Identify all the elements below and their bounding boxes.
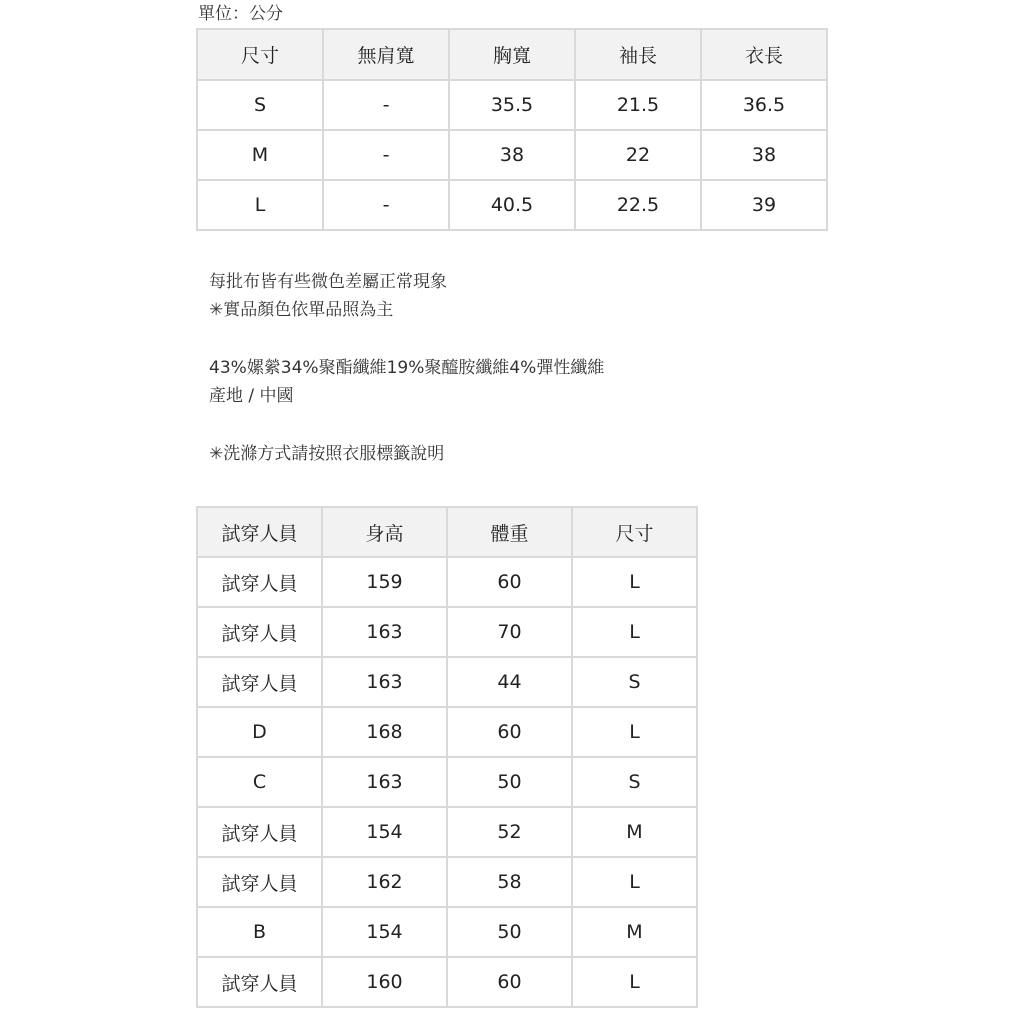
- sleeve-cell: 22: [576, 131, 700, 179]
- shoulder-cell: -: [324, 131, 448, 179]
- length-cell: 36.5: [702, 81, 826, 129]
- chest-cell: 35.5: [450, 81, 574, 129]
- model-cell: 試穿人員: [198, 958, 321, 1006]
- fit-table-header-height: 身高: [323, 508, 446, 556]
- weight-cell: 58: [448, 858, 571, 906]
- table-row: [198, 958, 696, 1006]
- weight-cell: 70: [448, 608, 571, 656]
- size-cell: S: [573, 758, 696, 806]
- size-cell: M: [198, 131, 322, 179]
- table-row: [198, 908, 696, 956]
- fit-model-table: [196, 506, 698, 1008]
- color-variance-note: 每批布皆有些微色差屬正常現象: [209, 272, 447, 292]
- size-cell: L: [198, 181, 322, 229]
- table-row: [198, 708, 696, 756]
- height-cell: 163: [323, 608, 446, 656]
- weight-cell: 44: [448, 658, 571, 706]
- weight-cell: 52: [448, 808, 571, 856]
- weight-cell: 50: [448, 908, 571, 956]
- fit-table-header-model: 試穿人員: [198, 508, 321, 556]
- size-table-header-size: 尺寸: [198, 30, 322, 79]
- fit-table-header-size: 尺寸: [573, 508, 696, 556]
- size-table-header-shoulder: 無肩寬: [324, 30, 448, 79]
- color-notes: [209, 268, 447, 324]
- sleeve-cell: 21.5: [576, 81, 700, 129]
- height-cell: 162: [323, 858, 446, 906]
- table-row: [198, 808, 696, 856]
- size-chart-table: [196, 28, 828, 231]
- material-composition: 43%嫘縈34%聚酯纖維19%聚醯胺纖維4%彈性纖維: [209, 358, 605, 378]
- care-notes: [209, 440, 444, 468]
- model-cell: 試穿人員: [198, 808, 321, 856]
- sleeve-cell: 22.5: [576, 181, 700, 229]
- fit-table-header-row: [198, 508, 696, 556]
- height-cell: 159: [323, 558, 446, 606]
- size-cell: L: [573, 558, 696, 606]
- size-cell: L: [573, 858, 696, 906]
- table-row: [198, 558, 696, 606]
- unit-label: 單位：公分: [198, 4, 283, 24]
- model-cell: D: [198, 708, 321, 756]
- size-cell: M: [573, 808, 696, 856]
- weight-cell: 50: [448, 758, 571, 806]
- size-table-header-chest: 胸寬: [450, 30, 574, 79]
- chest-cell: 38: [450, 131, 574, 179]
- height-cell: 168: [323, 708, 446, 756]
- fit-table-header-weight: 體重: [448, 508, 571, 556]
- chest-cell: 40.5: [450, 181, 574, 229]
- table-row: [198, 758, 696, 806]
- size-cell: S: [573, 658, 696, 706]
- color-reference-note: ✳實品顏色依單品照為主: [209, 300, 394, 320]
- weight-cell: 60: [448, 558, 571, 606]
- height-cell: 163: [323, 758, 446, 806]
- size-cell: L: [573, 608, 696, 656]
- size-table-header-sleeve: 袖長: [576, 30, 700, 79]
- size-cell: M: [573, 908, 696, 956]
- size-cell: S: [198, 81, 322, 129]
- material-notes: [209, 354, 604, 410]
- size-table-header-length: 衣長: [702, 30, 826, 79]
- length-cell: 39: [702, 181, 826, 229]
- size-table-header-row: [198, 30, 826, 79]
- table-row: [198, 131, 826, 179]
- height-cell: 160: [323, 958, 446, 1006]
- table-row: [198, 658, 696, 706]
- height-cell: 154: [323, 908, 446, 956]
- model-cell: B: [198, 908, 321, 956]
- length-cell: 38: [702, 131, 826, 179]
- weight-cell: 60: [448, 708, 571, 756]
- height-cell: 154: [323, 808, 446, 856]
- size-cell: L: [573, 708, 696, 756]
- weight-cell: 60: [448, 958, 571, 1006]
- origin-note: 產地 / 中國: [209, 386, 294, 406]
- model-cell: 試穿人員: [198, 658, 321, 706]
- care-instruction: ✳洗滌方式請按照衣服標籤說明: [209, 444, 445, 464]
- table-row: [198, 858, 696, 906]
- shoulder-cell: -: [324, 181, 448, 229]
- model-cell: 試穿人員: [198, 558, 321, 606]
- model-cell: C: [198, 758, 321, 806]
- height-cell: 163: [323, 658, 446, 706]
- model-cell: 試穿人員: [198, 858, 321, 906]
- table-row: [198, 181, 826, 229]
- model-cell: 試穿人員: [198, 608, 321, 656]
- shoulder-cell: -: [324, 81, 448, 129]
- table-row: [198, 81, 826, 129]
- size-cell: L: [573, 958, 696, 1006]
- table-row: [198, 608, 696, 656]
